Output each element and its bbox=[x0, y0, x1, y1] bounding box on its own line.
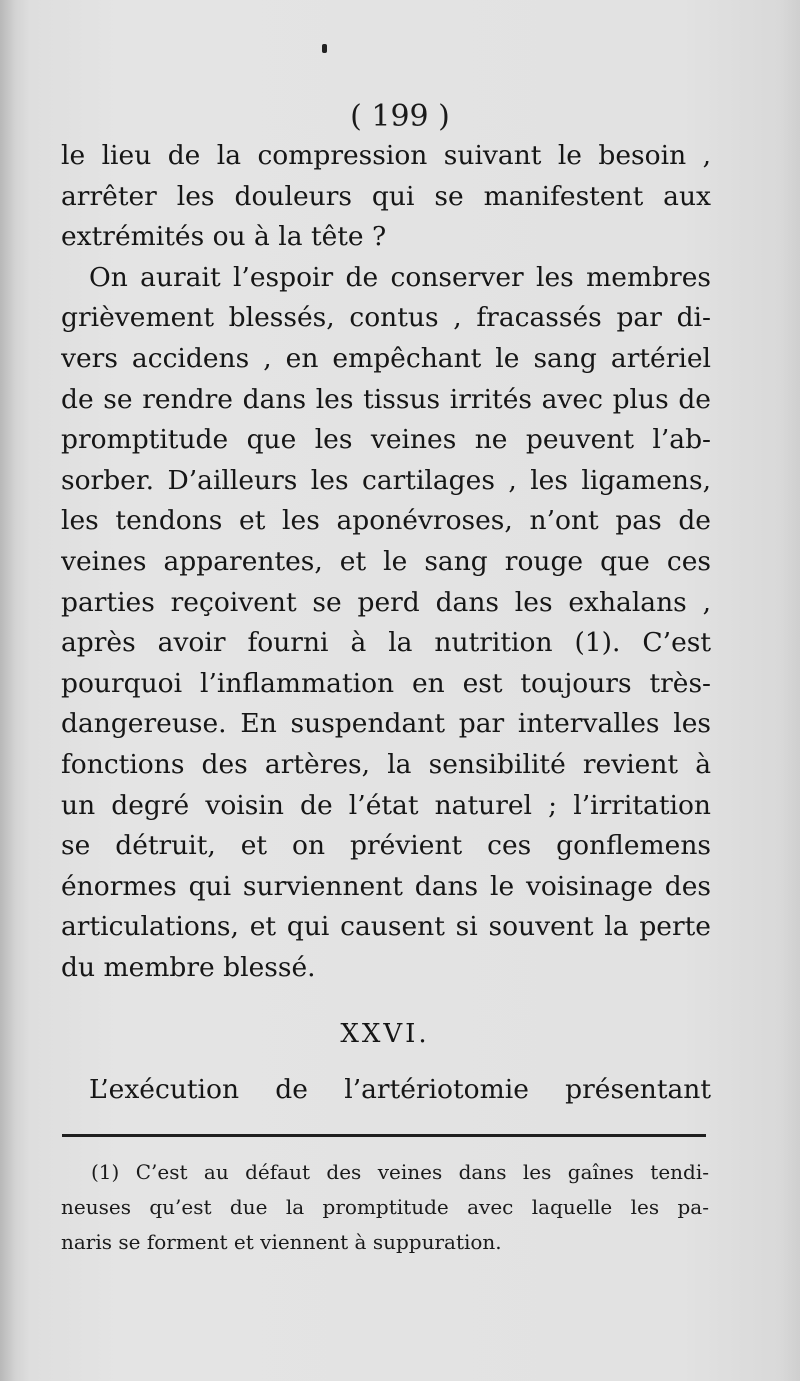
text-line: promptitude que les veines ne peuvent l’ab- bbox=[61, 424, 711, 456]
text-line: pourquoi l’inflammation en est toujours très- bbox=[61, 667, 711, 699]
text-line: se détruit, et on prévient ces gonflemens bbox=[61, 830, 711, 862]
text-line: les tendons et les aponévroses, n’ont pas de bbox=[61, 505, 711, 537]
footnote bbox=[61, 1155, 709, 1260]
text-line: énormes qui surviennent dans le voisinage des bbox=[61, 870, 711, 902]
ink-speck bbox=[322, 44, 327, 53]
footnote-line: (1) C’est au défaut des veines dans les gaînes tendi- bbox=[91, 1160, 709, 1184]
text-line: fonctions des artères, la sensibilité revient à bbox=[61, 748, 711, 780]
text-line: articulations, et qui causent si souvent la perte bbox=[61, 911, 711, 943]
text-line: arrêter les douleurs qui se manifestent aux bbox=[61, 180, 711, 212]
text-line: On aurait l’espoir de conserver les membres bbox=[89, 261, 711, 293]
text-line: après avoir fourni à la nutrition (1). C’est bbox=[61, 627, 711, 659]
footnote-line: naris se forment et viennent à suppuration. bbox=[61, 1230, 502, 1254]
text-line: un degré voisin de l’état naturel ; l’irritation bbox=[61, 789, 711, 821]
page-binding-edge bbox=[0, 0, 16, 1381]
text-line: veines apparentes, et le sang rouge que ces bbox=[61, 545, 711, 577]
footnote-line: neuses qu’est due la promptitude avec laquelle les pa- bbox=[61, 1195, 709, 1219]
section-heading: XXVI. bbox=[340, 1019, 430, 1049]
body-text bbox=[61, 136, 711, 988]
text-line: de se rendre dans les tissus irrités avec plus de bbox=[61, 383, 711, 415]
text-line: extrémités ou à la tête ? bbox=[61, 221, 387, 253]
footnote-divider bbox=[62, 1134, 706, 1137]
text-line: L’exécution de l’artériotomie présentant bbox=[89, 1074, 711, 1105]
text-line: parties reçoivent se perd dans les exhalans , bbox=[61, 586, 711, 618]
text-line: sorber. D’ailleurs les cartilages , les ligamens, bbox=[61, 464, 711, 496]
text-line: le lieu de la compression suivant le besoin , bbox=[61, 140, 711, 171]
page-number: ( 199 ) bbox=[350, 99, 450, 134]
text-line: grièvement blessés, contus , fracassés par di- bbox=[61, 302, 711, 334]
text-line: du membre blessé. bbox=[61, 951, 316, 983]
text-line: vers accidens , en empêchant le sang artériel bbox=[61, 342, 711, 374]
section-text bbox=[61, 1070, 711, 1110]
text-line: dangereuse. En suspendant par intervalles les bbox=[61, 708, 711, 740]
